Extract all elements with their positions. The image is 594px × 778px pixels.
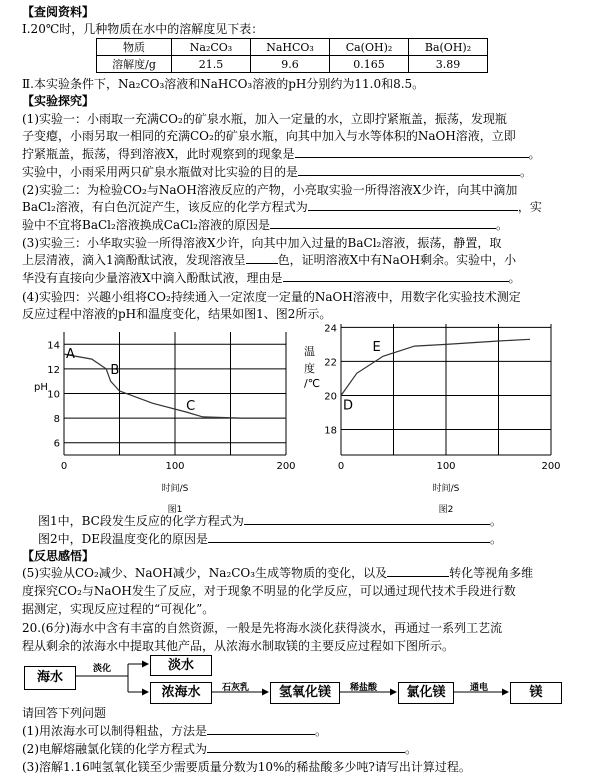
y-axis-label: pH xyxy=(34,382,48,393)
flow-box-seawater: 海水 xyxy=(24,666,76,690)
table-row xyxy=(97,56,488,73)
x-tick-label: 0 xyxy=(60,461,68,472)
q2-line-blank: BaCl₂溶液，有白色沉淀产生，该反应的化学方程式为 ，实 xyxy=(22,200,542,214)
x-axis-label: 时间/S xyxy=(432,484,460,494)
table-cell: 9.6 xyxy=(251,56,330,73)
point-label: D xyxy=(343,398,354,414)
q3-line-blank: 上层清液，滴入1滴酚酞试液，发现溶液呈 色，证明溶液X中有NaOH剩余。实验中，小 xyxy=(22,253,517,267)
y-tick-label: 14 xyxy=(47,340,60,352)
table-cell: 21.5 xyxy=(172,56,251,73)
answer-blank[interactable] xyxy=(283,270,509,282)
table-cell: 3.89 xyxy=(409,56,488,73)
chart-caption: 图1 xyxy=(167,505,183,515)
q2-line: (2)实验二：为检验CO₂与NaOH溶液反应的产物，小亮取实验一所得溶液X少许，向其中滴加 xyxy=(22,183,518,197)
section-header-reference: 【查阅资料】 xyxy=(22,5,95,19)
y-tick-label: 22 xyxy=(324,357,337,369)
y-tick-label: 20 xyxy=(324,391,337,403)
answer-blank[interactable] xyxy=(270,217,496,229)
x-tick-label: 0 xyxy=(337,461,345,472)
flow-box-magnesium-hydroxide: 氢氧化镁 xyxy=(270,682,340,704)
point-label: C xyxy=(186,398,196,414)
y-tick-label: 18 xyxy=(324,425,337,437)
point-label: E xyxy=(372,340,381,356)
reference-item-2: Ⅱ.本实验条件下，Na₂CO₃溶液和NaHCO₃溶液的pH分别约为11.0和8.5。 xyxy=(22,77,425,91)
answer-blank[interactable] xyxy=(387,565,449,577)
q3-line: (3)实验三：小华取实验一所得溶液X少许，向其中加入过量的BaCl₂溶液，振荡，静置，取 xyxy=(22,236,502,250)
section-header-experiment: 【实验探究】 xyxy=(22,94,95,108)
answer-blank[interactable] xyxy=(295,146,529,158)
answer-blank[interactable] xyxy=(308,199,518,211)
table-cell: NaHCO₃ xyxy=(251,39,330,56)
q3-line-blank: 华没有直接向少量溶液X中滴入酚酞试液，理由是 。 xyxy=(22,271,521,285)
y-tick-label: 12 xyxy=(47,364,60,376)
y-tick-label: 10 xyxy=(47,389,60,401)
q4-line: (4)实验四：兴趣小组将CO₂持续通入一定浓度一定量的NaOH溶液中，用数字化实验技术测定 xyxy=(22,290,521,304)
table-row-label: 溶解度/g xyxy=(97,56,172,73)
flow-label-electrolysis: 通电 xyxy=(470,683,489,693)
temperature-chart xyxy=(300,320,561,515)
q20-a3-line: (3)溶解1.16吨氢氧化镁至少需要质量分数为10%的稀盐酸多少吨?请写出计算过程。 xyxy=(22,760,471,774)
answer-blank[interactable] xyxy=(207,741,405,753)
answer-blank[interactable] xyxy=(244,513,490,525)
answer-blank[interactable] xyxy=(208,531,490,543)
y-axis-label: 度 xyxy=(304,362,315,375)
ph-chart xyxy=(0,320,300,515)
x-tick-label: 100 xyxy=(165,461,185,472)
y-tick-label: 8 xyxy=(53,414,60,426)
point-label: B xyxy=(110,362,120,378)
x-tick-label: 100 xyxy=(436,461,456,472)
y-tick-label: 6 xyxy=(53,438,60,450)
table-row xyxy=(97,39,488,56)
x-axis-label: 时间/S xyxy=(161,484,189,494)
x-tick-label: 200 xyxy=(541,461,561,472)
flow-label-desalination: 淡化 xyxy=(93,664,112,674)
series-line xyxy=(341,339,530,395)
solubility-table xyxy=(96,38,488,73)
q5-line: 据测定，实现反应过程的“可视化”。 xyxy=(22,602,215,616)
flow-box-freshwater: 淡水 xyxy=(150,655,212,676)
table-cell: 0.165 xyxy=(330,56,409,73)
q5-line: 度探究CO₂与NaOH发生了反应，对于现象不明显的化学反应，可以通过现代技术手段进行数 xyxy=(22,584,516,598)
answer-blank[interactable] xyxy=(207,723,315,735)
q1-line: 子变瘪，小雨另取一相同的充满CO₂的矿泉水瓶，向其中加入与水等体积的NaOH溶液，立即 xyxy=(22,129,516,143)
q5-line-blank: (5)实验从CO₂减少、NaOH减少，Na₂CO₃生成等物质的变化，以及 转化等视角多维 xyxy=(22,566,534,580)
table-cell: Ba(OH)₂ xyxy=(409,39,488,56)
table-cell: Na₂CO₃ xyxy=(172,39,251,56)
point-label: A xyxy=(66,347,75,363)
q20-line: 程从剩余的浓海水中提取其他产品，从浓海水制取镁的主要反应过程如下图所示。 xyxy=(22,639,455,653)
flow-box-magnesium: 镁 xyxy=(510,682,562,704)
q20-a2-line: (2)电解熔融氯化镁的化学方程式为 。 xyxy=(22,742,418,756)
q20-prompt: 请回答下列问题 xyxy=(22,706,107,720)
q1-line-blank: 拧紧瓶盖，振荡，得到溶液X，此时观察到的现象是 。 xyxy=(22,147,541,161)
y-tick-label: 24 xyxy=(324,323,337,335)
q20-a1-line: (1)用浓海水可以制得粗盐，方法是 。 xyxy=(22,724,328,738)
answer-blank[interactable] xyxy=(246,252,278,264)
y-axis-label: /℃ xyxy=(304,377,321,390)
q20-line: 20.(6分)海水中含有丰富的自然资源，一般是先将海水淡化获得淡水，再通过一系列工艺流 xyxy=(22,621,503,635)
reference-item-1: Ⅰ.20℃时，几种物质在水中的溶解度见下表： xyxy=(22,22,264,36)
table-header-label: 物质 xyxy=(97,39,172,56)
flow-box-brine: 浓海水 xyxy=(150,682,212,704)
q2-line-blank: 验中不宜将BaCl₂溶液换成CaCl₂溶液的原因是 。 xyxy=(22,218,508,232)
flow-box-magnesium-chloride: 氯化镁 xyxy=(398,682,454,704)
table-cell: Ca(OH)₂ xyxy=(330,39,409,56)
q-bc-line: 图1中，BC段发生反应的化学方程式为 。 xyxy=(38,514,502,528)
q4-line: 反应过程中溶液的pH和温度变化，结果如图1、图2所示。 xyxy=(22,307,332,321)
flow-label-hydrochloric-acid: 稀盐酸 xyxy=(350,683,378,693)
x-tick-label: 200 xyxy=(276,461,296,472)
q-de-line: 图2中，DE段温度变化的原因是 。 xyxy=(38,532,503,546)
chart-caption: 图2 xyxy=(438,505,454,515)
flow-label-lime-milk: 石灰乳 xyxy=(222,683,250,693)
q1-line-blank: 实验中，小雨采用两只矿泉水瓶做对比实验的目的是 。 xyxy=(22,165,533,179)
answer-blank[interactable] xyxy=(298,164,520,176)
y-axis-label: 温 xyxy=(304,345,315,358)
q1-line: (1)实验一：小雨取一充满CO₂的矿泉水瓶，加入一定量的水，立即拧紧瓶盖，振荡，发现瓶 xyxy=(22,112,507,126)
section-header-reflection: 【反思感悟】 xyxy=(22,549,95,563)
